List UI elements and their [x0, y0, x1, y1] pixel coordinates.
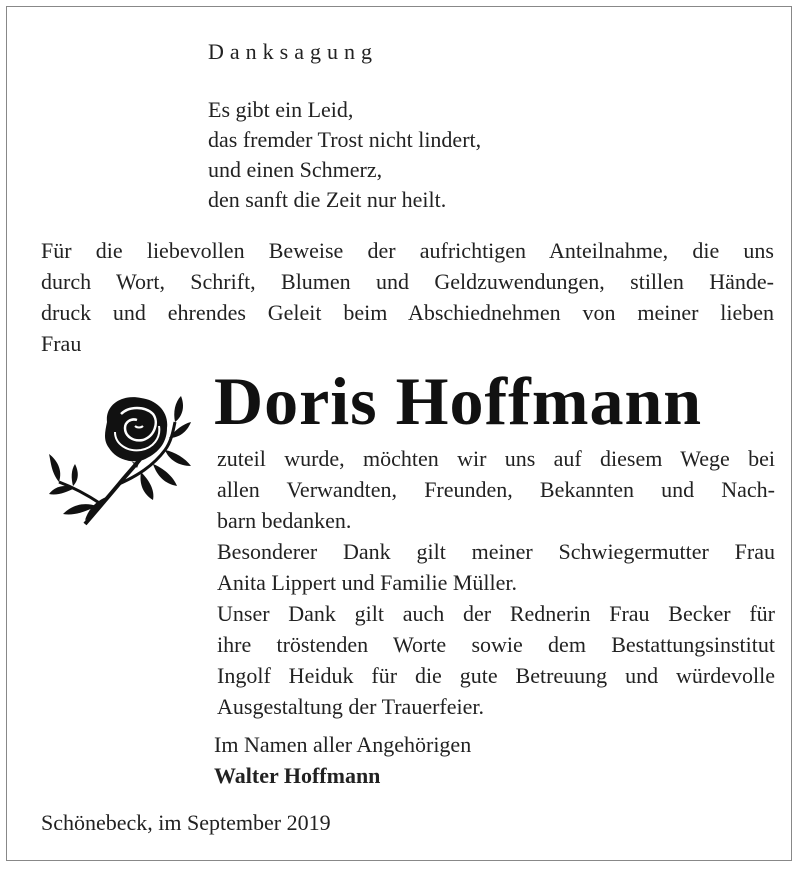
body-paragraph [217, 443, 775, 722]
poem-line: den sanft die Zeit nur heilt. [208, 187, 447, 212]
signature: Walter Hoffmann [214, 763, 381, 788]
rose-leaf [174, 396, 183, 422]
intro-paragraph [41, 235, 774, 359]
rose-leaf [49, 454, 60, 482]
body-line: Ausgestaltung der Trauerfeier. [217, 694, 484, 719]
rose-leaf [49, 486, 75, 495]
body-line: Anita Lippert und Familie Müller. [217, 570, 518, 595]
rose-petals [105, 397, 167, 461]
rose-leaf [153, 464, 177, 486]
body-line: zuteil wurde, möchten wir uns auf diesem Wege bei [217, 446, 775, 471]
intro-line: Frau [41, 331, 82, 356]
body-line: Besonderer Dank gilt meiner Schwiegermutter Frau [217, 539, 775, 564]
body-line: Ingolf Heiduk für die gute Betreuung und würdevolle [217, 663, 775, 688]
place-date: Schönebeck, im September 2019 [41, 810, 331, 835]
body-line: allen Verwandten, Freunden, Bekannten und Nach- [217, 477, 775, 502]
intro-line: durch Wort, Schrift, Blumen und Geldzuwendungen, stillen Hände- [41, 269, 774, 294]
notice-frame [6, 6, 792, 861]
rose-branch [59, 482, 101, 504]
body-line: ihre tröstenden Worte sowie dem Bestattungsinstitut [217, 632, 775, 657]
closing-block [214, 729, 471, 791]
body-line: Unser Dank gilt auch der Rednerin Frau Becker für [217, 601, 775, 626]
poem-line: und einen Schmerz, [208, 157, 383, 182]
intro-line: druck und ehrendes Geleit beim Abschiednehmen von meiner lieben [41, 300, 774, 325]
poem [208, 95, 481, 215]
notice-heading: Danksagung [208, 39, 378, 64]
intro-line: Für die liebevollen Beweise der aufrichtigen Anteilnahme, die uns [41, 238, 774, 263]
poem-line: das fremder Trost nicht lindert, [208, 127, 482, 152]
rose-leaf [72, 464, 78, 486]
body-line: barn bedanken. [217, 508, 352, 533]
rose-leaf [141, 472, 154, 500]
rose-leaf [165, 450, 191, 466]
rose-icon [45, 392, 195, 532]
poem-line: Es gibt ein Leid, [208, 97, 354, 122]
deceased-name: Doris Hoffmann [214, 363, 703, 439]
closing-line: Im Namen aller Angehörigen [214, 732, 472, 757]
